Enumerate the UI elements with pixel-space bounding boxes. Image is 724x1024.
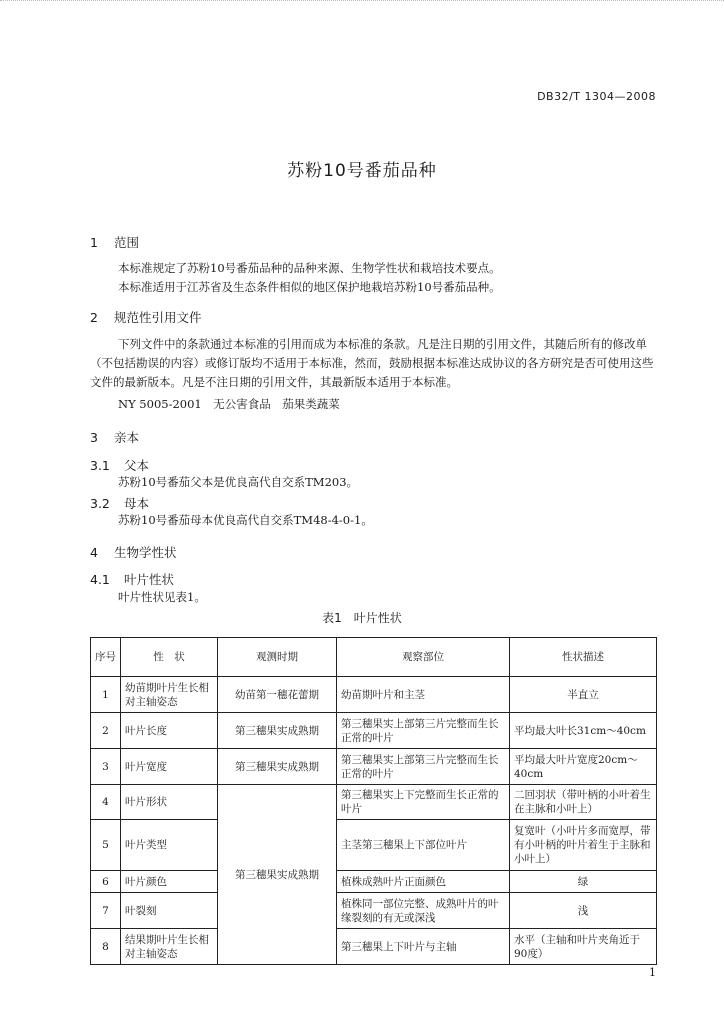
table-row [91,677,657,713]
cell-period: 幼苗第一穗花蕾期 [218,677,337,713]
cell-part: 第三穗果实上下完整而生长正常的叶片 [337,785,510,820]
cell-trait: 叶裂刻 [121,893,218,929]
header-trait: 性 状 [121,638,218,677]
cell-part: 第三穗果实上部第三片完整而生长正常的叶片 [337,749,510,785]
cell-desc: 半直立 [510,677,657,713]
header-desc: 性状描述 [510,638,657,677]
table-row [91,820,657,871]
normative-reference: NY 5005-2001 无公害食品 茄果类蔬菜 [118,397,340,411]
section-number: 2 [90,310,98,325]
section-1-paragraph-2: 本标准适用于江苏省及生态条件相似的地区保护地栽培苏粉10号番茄品种。 [118,280,501,294]
cell-desc: 绿 [510,871,657,893]
table-row [91,785,657,820]
cell-no: 3 [91,749,121,785]
cell-no: 8 [91,929,121,965]
section-3-1-text: 苏粉10号番茄父本是优良高代自交系TM203。 [118,475,359,489]
cell-trait: 幼苗期叶片生长相对主轴姿态 [121,677,218,713]
cell-desc: 复宽叶（小叶片多而宽厚，带有小叶柄的叶片着生于主脉和小叶上） [510,820,657,871]
cell-no: 2 [91,713,121,749]
table-header-row [91,638,657,677]
cell-no: 1 [91,677,121,713]
cell-trait: 叶片类型 [121,820,218,871]
table-row [91,871,657,893]
cell-desc: 浅 [510,893,657,929]
cell-no: 5 [91,820,121,871]
section-3-2-heading [90,494,149,512]
section-number: 3 [90,430,98,445]
standard-code: DB32/T 1304—2008 [537,90,656,103]
cell-part: 幼苗期叶片和主茎 [337,677,510,713]
table-caption: 表1 叶片性状 [322,611,402,625]
table-row [91,929,657,965]
cell-part: 植株同一部位完整、成熟叶片的叶缘裂刻的有无或深浅 [337,893,510,929]
cell-trait: 叶片颜色 [121,871,218,893]
cell-period: 第三穗果实成熟期 [218,713,337,749]
section-title: 叶片性状 [123,572,174,587]
cell-desc: 水平（主轴和叶片夹角近于90度） [510,929,657,965]
cell-trait: 叶片形状 [121,785,218,820]
leaf-traits-table [90,637,657,965]
section-number: 3.1 [90,458,110,473]
cell-desc: 二回羽状（带叶柄的小叶着生在主脉和小叶上） [510,785,657,820]
cell-part: 第三穗果上下叶片与主轴 [337,929,510,965]
section-number: 1 [90,235,98,250]
section-1-heading [90,233,139,251]
section-number: 3.2 [90,496,110,511]
cell-period-merged: 第三穗果实成熟期 [218,785,337,965]
cell-period: 第三穗果实成熟期 [218,749,337,785]
page-number: 1 [649,966,656,979]
section-3-1-heading [90,456,149,474]
section-2-heading [90,308,202,326]
header-period: 观测时期 [218,638,337,677]
cell-desc: 平均最大叶片宽度20cm～40cm [510,749,657,785]
section-title: 范围 [113,235,139,250]
table-row [91,749,657,785]
section-3-heading [90,428,139,446]
cell-trait: 叶片长度 [121,713,218,749]
section-title: 亲本 [113,430,139,445]
cell-trait: 结果期叶片生长相对主轴姿态 [121,929,218,965]
header-part: 观察部位 [337,638,510,677]
cell-no: 6 [91,871,121,893]
cell-trait: 叶片宽度 [121,749,218,785]
cell-part: 第三穗果实上部第三片完整而生长正常的叶片 [337,713,510,749]
cell-no: 7 [91,893,121,929]
section-4-heading [90,543,177,561]
cell-desc: 平均最大叶长31cm～40cm [510,713,657,749]
cell-no: 4 [91,785,121,820]
cell-part: 主茎第三穗果上下部位叶片 [337,820,510,871]
table-row [91,893,657,929]
cell-part: 植株成熟叶片正面颜色 [337,871,510,893]
section-3-2-text: 苏粉10号番茄母本优良高代自交系TM48-4-0-1。 [118,513,373,527]
table-row [91,713,657,749]
section-number: 4 [90,545,98,560]
section-4-1-text: 叶片性状见表1。 [118,590,206,604]
section-title: 父本 [123,458,149,473]
section-4-1-heading [90,570,174,588]
document-title: 苏粉10号番茄品种 [287,161,437,181]
header-no: 序号 [91,638,121,677]
section-title: 母本 [123,496,149,511]
section-number: 4.1 [90,572,110,587]
section-title: 生物学性状 [113,545,177,560]
section-1-paragraph-1: 本标准规定了苏粉10号番茄品种的品种来源、生物学性状和栽培技术要点。 [118,261,501,275]
scan-edge [0,0,724,4]
section-2-paragraph: 下列文件中的条款通过本标准的引用而成为本标准的条款。凡是注日期的引用文件，其随后所有的修改单（不包括勘误的内容）或修订版均不适用于本标准，然而，鼓励根据本标准达成协议的各方研究是否可使用这些文件的最新版本。凡是不注日期的引用文件，其最新版本适用于本标准。 [90,337,654,389]
section-title: 规范性引用文件 [113,310,202,325]
